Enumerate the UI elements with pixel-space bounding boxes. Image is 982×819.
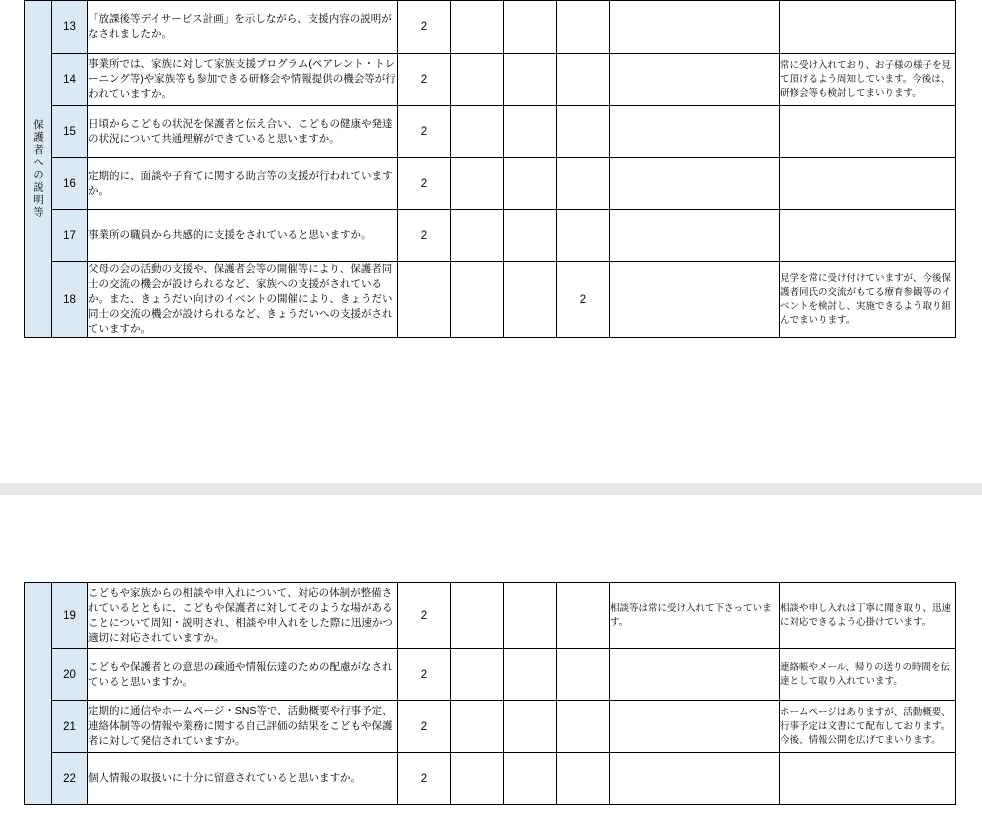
score-no [504, 1, 557, 54]
score-yes: 2 [398, 753, 451, 805]
question-text: こどもや保護者との意思の疎通や情報伝達のための配慮がなされていると思いますか。 [88, 649, 398, 701]
score-unknown [557, 1, 610, 54]
reply-cell [780, 1, 956, 54]
comment-cell [610, 649, 780, 701]
question-text: 父母の会の活動の支援や、保護者会等の開催等により、保護者同士の交流の機会が設けられるなど、家族への支援がされているか。また、きょうだい向けのイベントの開催により、きょうだい同士の交流の機会が設けられるなど、きょうだいへの支援がされていますか。 [88, 262, 398, 338]
row-number: 18 [52, 262, 88, 338]
score-yes: 2 [398, 54, 451, 106]
comment-cell: 相談等は常に受け入れて下さっています。 [610, 583, 780, 649]
score-yes: 2 [398, 583, 451, 649]
table-row [25, 262, 956, 338]
row-number: 15 [52, 106, 88, 158]
table-row [25, 1, 956, 54]
score-no [504, 54, 557, 106]
score-no [504, 701, 557, 753]
question-text: 定期的に、面談や子育てに関する助言等の支援が行われていますか。 [88, 158, 398, 210]
row-number: 16 [52, 158, 88, 210]
category-cell [25, 583, 52, 805]
score-yes: 2 [398, 158, 451, 210]
score-yes [398, 262, 451, 338]
row-number: 17 [52, 210, 88, 262]
score-neutral [451, 583, 504, 649]
question-text: 日頃からこどもの状況を保護者と伝え合い、こどもの健康や発達の状況について共通理解ができていると思いますか。 [88, 106, 398, 158]
comment-cell [610, 106, 780, 158]
score-no [504, 158, 557, 210]
score-neutral [451, 54, 504, 106]
score-unknown [557, 701, 610, 753]
score-unknown [557, 210, 610, 262]
score-neutral [451, 649, 504, 701]
reply-cell: 相談や申し入れは丁寧に聞き取り、迅速に対応できるよう心掛けています。 [780, 583, 956, 649]
score-yes: 2 [398, 210, 451, 262]
question-text: 「放課後等デイサービス計画」を示しながら、支援内容の説明がなされましたか。 [88, 1, 398, 54]
score-no [504, 262, 557, 338]
table-row [25, 701, 956, 753]
score-neutral [451, 701, 504, 753]
row-number: 19 [52, 583, 88, 649]
reply-cell: 連絡帳やメール、帰りの送りの時間を伝達として取り入れています。 [780, 649, 956, 701]
score-neutral [451, 106, 504, 158]
category-label: 保護者への説明等 [32, 119, 44, 219]
table-row [25, 583, 956, 649]
reply-cell: 見学を常に受け付けていますが、今後保護者同氏の交流がもてる療育参観等のイベントを検討し、実施できるよう取り組んでまいります。 [780, 262, 956, 338]
table-row [25, 210, 956, 262]
score-yes: 2 [398, 649, 451, 701]
table-row [25, 54, 956, 106]
table-row [25, 753, 956, 805]
comment-cell [610, 54, 780, 106]
row-number: 14 [52, 54, 88, 106]
score-unknown [557, 54, 610, 106]
comment-cell [610, 262, 780, 338]
score-yes: 2 [398, 701, 451, 753]
score-no [504, 106, 557, 158]
survey-table-page-1 [24, 0, 956, 338]
reply-cell: ホームページはありますが、活動概要、行事予定は文書にて配布しております。今後、情報公開を広げてまいります。 [780, 701, 956, 753]
score-no [504, 583, 557, 649]
survey-table-page-2 [24, 582, 956, 805]
table-row [25, 158, 956, 210]
page-separator [0, 483, 982, 495]
reply-cell [780, 158, 956, 210]
row-number: 20 [52, 649, 88, 701]
table-row [25, 649, 956, 701]
comment-cell [610, 753, 780, 805]
document-page-2 [0, 495, 982, 819]
table-row [25, 106, 956, 158]
row-number: 21 [52, 701, 88, 753]
score-yes: 2 [398, 106, 451, 158]
score-neutral [451, 753, 504, 805]
reply-cell: 常に受け入れており、お子様の様子を見て頂けるよう周知しています。今後は、研修会等も検討してまいります。 [780, 54, 956, 106]
score-neutral [451, 158, 504, 210]
score-unknown [557, 158, 610, 210]
score-neutral [451, 210, 504, 262]
row-number: 22 [52, 753, 88, 805]
score-no [504, 210, 557, 262]
score-no [504, 753, 557, 805]
comment-cell [610, 210, 780, 262]
category-cell [25, 1, 52, 338]
reply-cell [780, 210, 956, 262]
question-text: 事業所では、家族に対して家族支援プログラム(ペアレント・トレーニング等)や家族等も参加できる研修会や情報提供の機会等が行われていますか。 [88, 54, 398, 106]
question-text: 定期的に通信やホームページ・SNS等で、活動概要や行事予定、連絡体制等の情報や業務に関する自己評価の結果をこどもや保護者に対して発信されていますか。 [88, 701, 398, 753]
score-yes: 2 [398, 1, 451, 54]
comment-cell [610, 701, 780, 753]
score-no [504, 649, 557, 701]
reply-cell [780, 106, 956, 158]
score-unknown [557, 583, 610, 649]
comment-cell [610, 158, 780, 210]
question-text: こどもや家族からの相談や申入れについて、対応の体制が整備されているとともに、こどもや保護者に対してそのような場があることについて周知・説明され、相談や申入れをした際に迅速かつ適切に対応されていますか。 [88, 583, 398, 649]
question-text: 個人情報の取扱いに十分に留意されていると思いますか。 [88, 753, 398, 805]
score-unknown [557, 649, 610, 701]
row-number: 13 [52, 1, 88, 54]
score-unknown [557, 106, 610, 158]
score-unknown [557, 753, 610, 805]
score-neutral [451, 1, 504, 54]
question-text: 事業所の職員から共感的に支援をされていると思いますか。 [88, 210, 398, 262]
comment-cell [610, 1, 780, 54]
score-neutral [451, 262, 504, 338]
reply-cell [780, 753, 956, 805]
score-unknown: 2 [557, 262, 610, 338]
